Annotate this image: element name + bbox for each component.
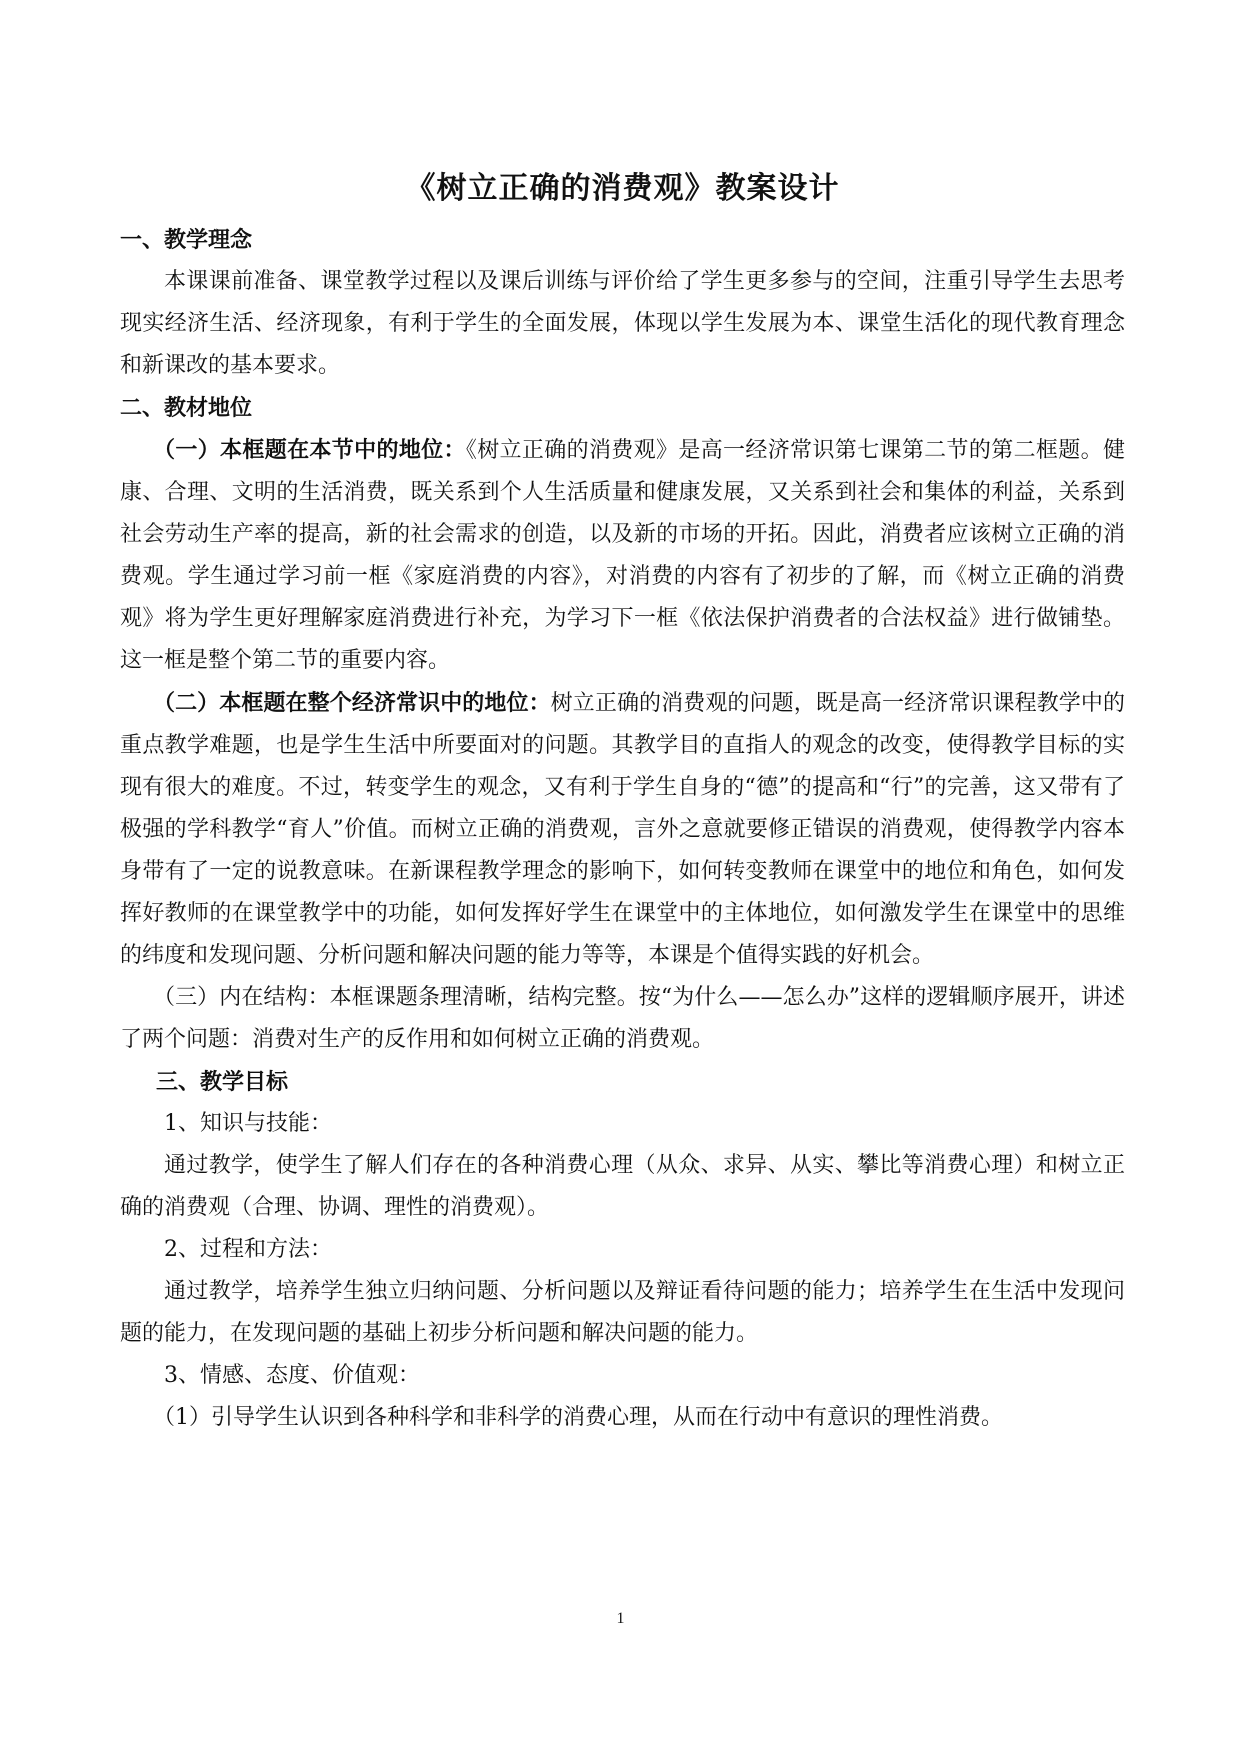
text-position-in-course: 树立正确的消费观的问题，既是高一经济常识课程教学中的重点教学难题，也是学生生活中所要面对的问题。其教学目的直指人的观念的改变，使得教学目标的实现有很大的难度。不过，转变学生的观念，又有利于学生自身的“德”的提高和“行”的完善，这又带有了极强的学科教学“育人”价值。而树立正确的消费观，言外之意就要修正错误的消费观，使得教学内容本身带有了一定的说教意味。在新课程教学理念的影响下，如何转变教师在课堂中的地位和角色，如何发挥好教师的在课堂教学中的功能，如何发挥好学生在课堂中的主体地位，如何激发学生在课堂中的思维的纬度和发现问题、分析问题和解决问题的能力等等，本课是个值得实践的好机会。 [120, 691, 1125, 968]
goal-process-title: 2、过程和方法： [164, 1237, 332, 1262]
page-number: 1 [616, 1610, 625, 1627]
text-position-in-section: 《树立正确的消费观》是高一经济常识第七课第二节的第二框题。健康、合理、文明的生活消费，既关系到个人生活质量和健康发展，又关系到社会和集体的利益，关系到社会劳动生产率的提高，新的社会需求的创造，以及新的市场的开拓。因此，消费者应该树立正确的消费观。学生通过学习前一框《家庭消费的内容》，对消费的内容有了初步的了解，而《树立正确的消费观》将为学生更好理解家庭消费进行补充，为学习下一框《依法保护消费者的合法权益》进行做铺垫。这一框是整个第二节的重要内容。 [120, 438, 1125, 673]
subheading-position-in-course: （二）本框题在整个经济常识中的地位： [153, 690, 551, 716]
paragraph-position-in-course [120, 682, 1125, 977]
document-title: 《树立正确的消费观》教案设计 [405, 171, 840, 206]
paragraph-position-in-section [120, 429, 1125, 682]
subheading-position-in-section: （一）本框题在本节中的地位： [153, 437, 466, 463]
goal-values-title: 3、情感、态度、价值观： [164, 1363, 420, 1388]
paragraph-internal-structure: （三）内在结构：本框课题条理清晰，结构完整。按“为什么——怎么办”这样的逻辑顺序展开，讲述了两个问题：消费对生产的反作用和如何树立正确的消费观。 [120, 985, 1125, 1052]
document-body [120, 165, 1125, 1439]
goal-process-text: 通过教学，培养学生独立归纳问题、分析问题以及辩证看待问题的能力；培养学生在生活中发现问题的能力，在发现问题的基础上初步分析问题和解决问题的能力。 [120, 1279, 1125, 1346]
section-heading-textbook-position: 二、教材地位 [120, 395, 253, 421]
goal-knowledge-text: 通过教学，使学生了解人们存在的各种消费心理（从众、求异、从实、攀比等消费心理）和树立正确的消费观（合理、协调、理性的消费观）。 [120, 1153, 1125, 1220]
section-heading-teaching-philosophy: 一、教学理念 [120, 227, 253, 253]
paragraph-teaching-philosophy: 本课课前准备、课堂教学过程以及课后训练与评价给了学生更多参与的空间，注重引导学生去思考现实经济生活、经济现象，有利于学生的全面发展，体现以学生发展为本、课堂生活化的现代教育理念和新课改的基本要求。 [120, 269, 1125, 378]
goal-knowledge-title: 1、知识与技能： [164, 1111, 332, 1136]
goal-values-item-1: （1）引导学生认识到各种科学和非科学的消费心理，从而在行动中有意识的理性消费。 [153, 1405, 1003, 1430]
section-heading-teaching-goals: 三、教学目标 [156, 1069, 289, 1095]
